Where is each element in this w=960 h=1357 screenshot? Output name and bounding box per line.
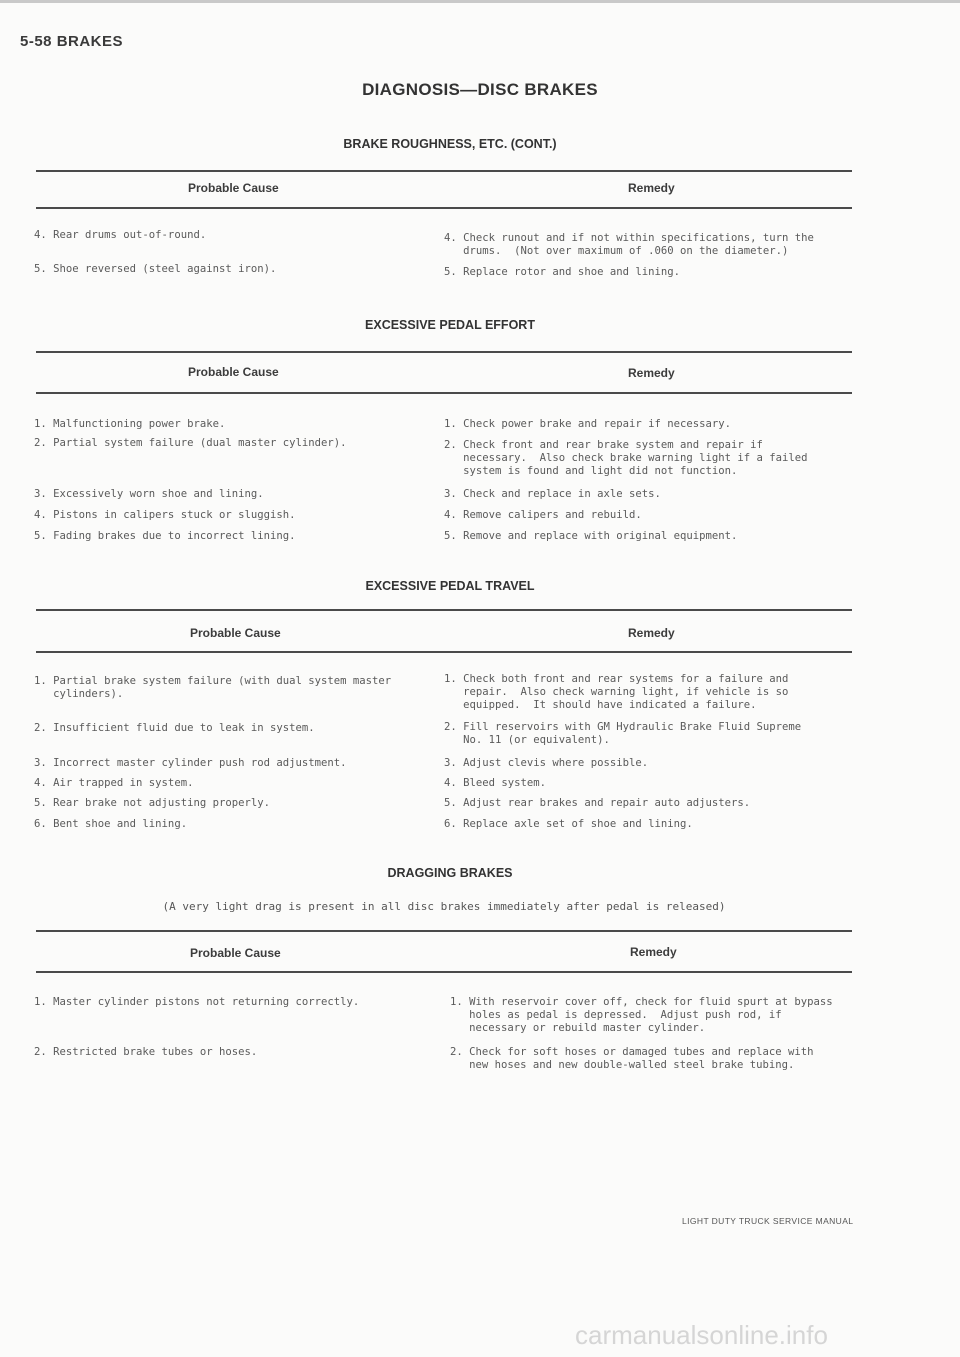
cause-item: 4. Rear drums out-of-round. [34,229,207,241]
table-rule-top [36,930,852,932]
cause-item: 2. Partial system failure (dual master cylinder). [34,437,347,449]
remedy-item: 1. Check power brake and repair if necessary. [444,418,732,430]
table-rule-top [36,170,852,172]
remedy-item: 2. Check front and rear brake system and repair if necessary. Also check brake warning light if a failed system is found and light did not function. [444,439,808,477]
remedy-item: 1. Check both front and rear systems for a failure and repair. Also check warning light, if vehicle is so equipped. It should have indicated a failure. [444,673,789,711]
section-title: BRAKE ROUGHNESS, ETC. (CONT.) [343,137,557,151]
cause-item: 5. Shoe reversed (steel against iron). [34,263,277,275]
table-rule-header [36,971,852,973]
cause-item: 1. Partial brake system failure (with dual system master cylinders). [34,675,392,700]
cause-item: 3. Incorrect master cylinder push rod adjustment. [34,757,347,769]
section-title: DRAGGING BRAKES [387,866,513,880]
remedy-item: 1. With reservoir cover off, check for fluid spurt at bypass holes as pedal is depressed. Adjust push rod, if necessary or rebuild master cylinder. [450,996,833,1034]
cause-item: 3. Excessively worn shoe and lining. [34,488,264,500]
section-title: EXCESSIVE PEDAL EFFORT [365,318,535,332]
cause-item: 2. Restricted brake tubes or hoses. [34,1046,258,1058]
page-top-edge [0,0,960,3]
table-rule-header [36,392,852,394]
cause-item: 1. Malfunctioning power brake. [34,418,226,430]
remedy-item: 4. Check runout and if not within specifications, turn the drums. (Not over maximum of .060 on the diameter.) [444,232,814,257]
remedy-item: 5. Remove and replace with original equipment. [444,530,738,542]
remedy-item: 4. Bleed system. [444,777,547,789]
section-title: EXCESSIVE PEDAL TRAVEL [365,579,535,593]
cause-item: 5. Fading brakes due to incorrect lining. [34,530,296,542]
cause-item: 1. Master cylinder pistons not returning correctly. [34,996,360,1008]
remedy-item: 6. Replace axle set of shoe and lining. [444,818,693,830]
remedy-item: 4. Remove calipers and rebuild. [444,509,642,521]
column-header-cause: Probable Cause [190,626,281,640]
remedy-item: 5. Adjust rear brakes and repair auto adjusters. [444,797,751,809]
remedy-item: 3. Adjust clevis where possible. [444,757,649,769]
column-header-remedy: Remedy [628,626,675,640]
table-rule-top [36,351,852,353]
remedy-item: 2. Check for soft hoses or damaged tubes and replace with new hoses and new double-walled steel brake tubing. [450,1046,814,1071]
cause-item: 4. Pistons in calipers stuck or sluggish. [34,509,296,521]
column-header-cause: Probable Cause [188,365,279,379]
cause-item: 4. Air trapped in system. [34,777,194,789]
cause-item: 5. Rear brake not adjusting properly. [34,797,270,809]
page-footer: LIGHT DUTY TRUCK SERVICE MANUAL [682,1216,854,1226]
table-rule-header [36,651,852,653]
column-header-remedy: Remedy [628,181,675,195]
column-header-remedy: Remedy [628,366,675,380]
table-rule-top [36,609,852,611]
remedy-item: 2. Fill reservoirs with GM Hydraulic Brake Fluid Supreme No. 11 (or equivalent). [444,721,802,746]
page-title: DIAGNOSIS—DISC BRAKES [362,80,598,99]
cause-item: 6. Bent shoe and lining. [34,818,188,830]
watermark: carmanualsonline.info [575,1320,828,1350]
table-rule-header [36,207,852,209]
remedy-item: 5. Replace rotor and shoe and lining. [444,266,680,278]
page-header: 5-58 BRAKES [20,33,124,50]
section-subtitle: (A very light drag is present in all disc brakes immediately after pedal is released) [162,900,726,913]
column-header-cause: Probable Cause [188,181,279,195]
column-header-cause: Probable Cause [190,946,281,960]
remedy-item: 3. Check and replace in axle sets. [444,488,661,500]
column-header-remedy: Remedy [630,945,677,959]
cause-item: 2. Insufficient fluid due to leak in system. [34,722,315,734]
